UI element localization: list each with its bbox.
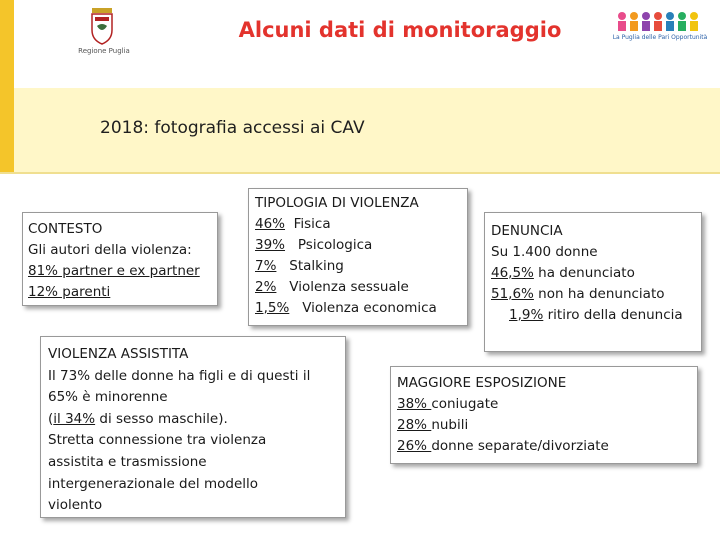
tipologia-label: Fisica	[293, 216, 331, 232]
denuncia-text: ritiro della denuncia	[543, 307, 683, 323]
denuncia-text: ha denunciato	[533, 265, 635, 281]
assistita-text: di sesso maschile).	[95, 410, 228, 427]
assistita-line: Il 73% delle donne ha figli e di questi il	[48, 367, 311, 384]
denuncia-text: non ha denunciato	[533, 286, 665, 302]
denuncia-line	[491, 305, 701, 326]
denuncia-line: Su 1.400 donne	[491, 244, 598, 260]
tipologia-item	[255, 256, 467, 277]
esposizione-item	[397, 394, 697, 415]
esposizione-label: coniugate	[431, 396, 499, 412]
denuncia-heading: DENUNCIA	[491, 223, 563, 239]
denuncia-pct: 1,9%	[509, 307, 544, 323]
denuncia-pct: 46,5%	[491, 265, 534, 281]
band-divider	[0, 172, 720, 174]
tipologia-label: Stalking	[289, 258, 344, 274]
esposizione-box	[390, 366, 698, 464]
regione-puglia-crest-icon	[80, 6, 124, 46]
tipologia-pct: 1,5%	[255, 300, 290, 316]
tipologia-item	[255, 235, 467, 256]
contesto-line: Gli autori della violenza:	[28, 242, 192, 258]
esposizione-label: donne separate/divorziate	[431, 438, 609, 454]
denuncia-box	[484, 212, 702, 352]
assistita-line: Stretta connessione tra violenza	[48, 432, 267, 449]
tipologia-pct: 7%	[255, 258, 277, 274]
esposizione-pct: 26%	[397, 438, 432, 454]
assistita-heading: VIOLENZA ASSISTITA	[48, 346, 189, 362]
tipologia-pct: 46%	[255, 216, 286, 232]
page-title: Alcuni dati di monitoraggio	[238, 18, 562, 42]
esposizione-heading: MAGGIORE ESPOSIZIONE	[397, 375, 567, 391]
assistita-line: violento	[48, 497, 103, 514]
assistita-box	[40, 336, 346, 518]
contesto-heading: CONTESTO	[28, 221, 103, 237]
left-accent-bar	[0, 0, 14, 172]
tipologia-item	[255, 214, 467, 235]
subtitle: 2018: fotografia accessi ai CAV	[100, 118, 365, 138]
assistita-pct: il 34%	[53, 410, 96, 427]
assistita-line: assistita e trasmissione	[48, 453, 207, 470]
tipologia-pct: 2%	[255, 279, 277, 295]
tipologia-label: Psicologica	[297, 237, 373, 253]
esposizione-item	[397, 415, 697, 436]
esposizione-label: nubili	[431, 417, 469, 433]
tipologia-label: Violenza economica	[302, 300, 437, 316]
logo-right-caption: La Puglia delle Pari Opportunità	[612, 34, 708, 41]
contesto-line: 81% partner e ex partner	[28, 263, 200, 279]
esposizione-pct: 38%	[397, 396, 432, 412]
denuncia-line	[491, 284, 701, 305]
denuncia-line	[491, 263, 701, 284]
assistita-line: 65% è minorenne	[48, 389, 168, 406]
assistita-line: intergenerazionale del modello	[48, 475, 259, 492]
tipologia-box	[248, 188, 468, 326]
contesto-line: 12% parenti	[28, 284, 111, 300]
esposizione-pct: 28%	[397, 417, 432, 433]
tipologia-heading: TIPOLOGIA DI VIOLENZA	[255, 195, 419, 211]
assistita-text: (	[48, 410, 54, 427]
assistita-line	[48, 409, 345, 431]
esposizione-item	[397, 436, 697, 457]
contesto-box	[22, 212, 218, 306]
tipologia-pct: 39%	[255, 237, 286, 253]
crest-caption: Regione Puglia	[78, 47, 130, 55]
denuncia-pct: 51,6%	[491, 286, 534, 302]
tipologia-item	[255, 277, 467, 298]
tipologia-label: Violenza sessuale	[289, 279, 409, 295]
tipologia-item	[255, 298, 467, 319]
